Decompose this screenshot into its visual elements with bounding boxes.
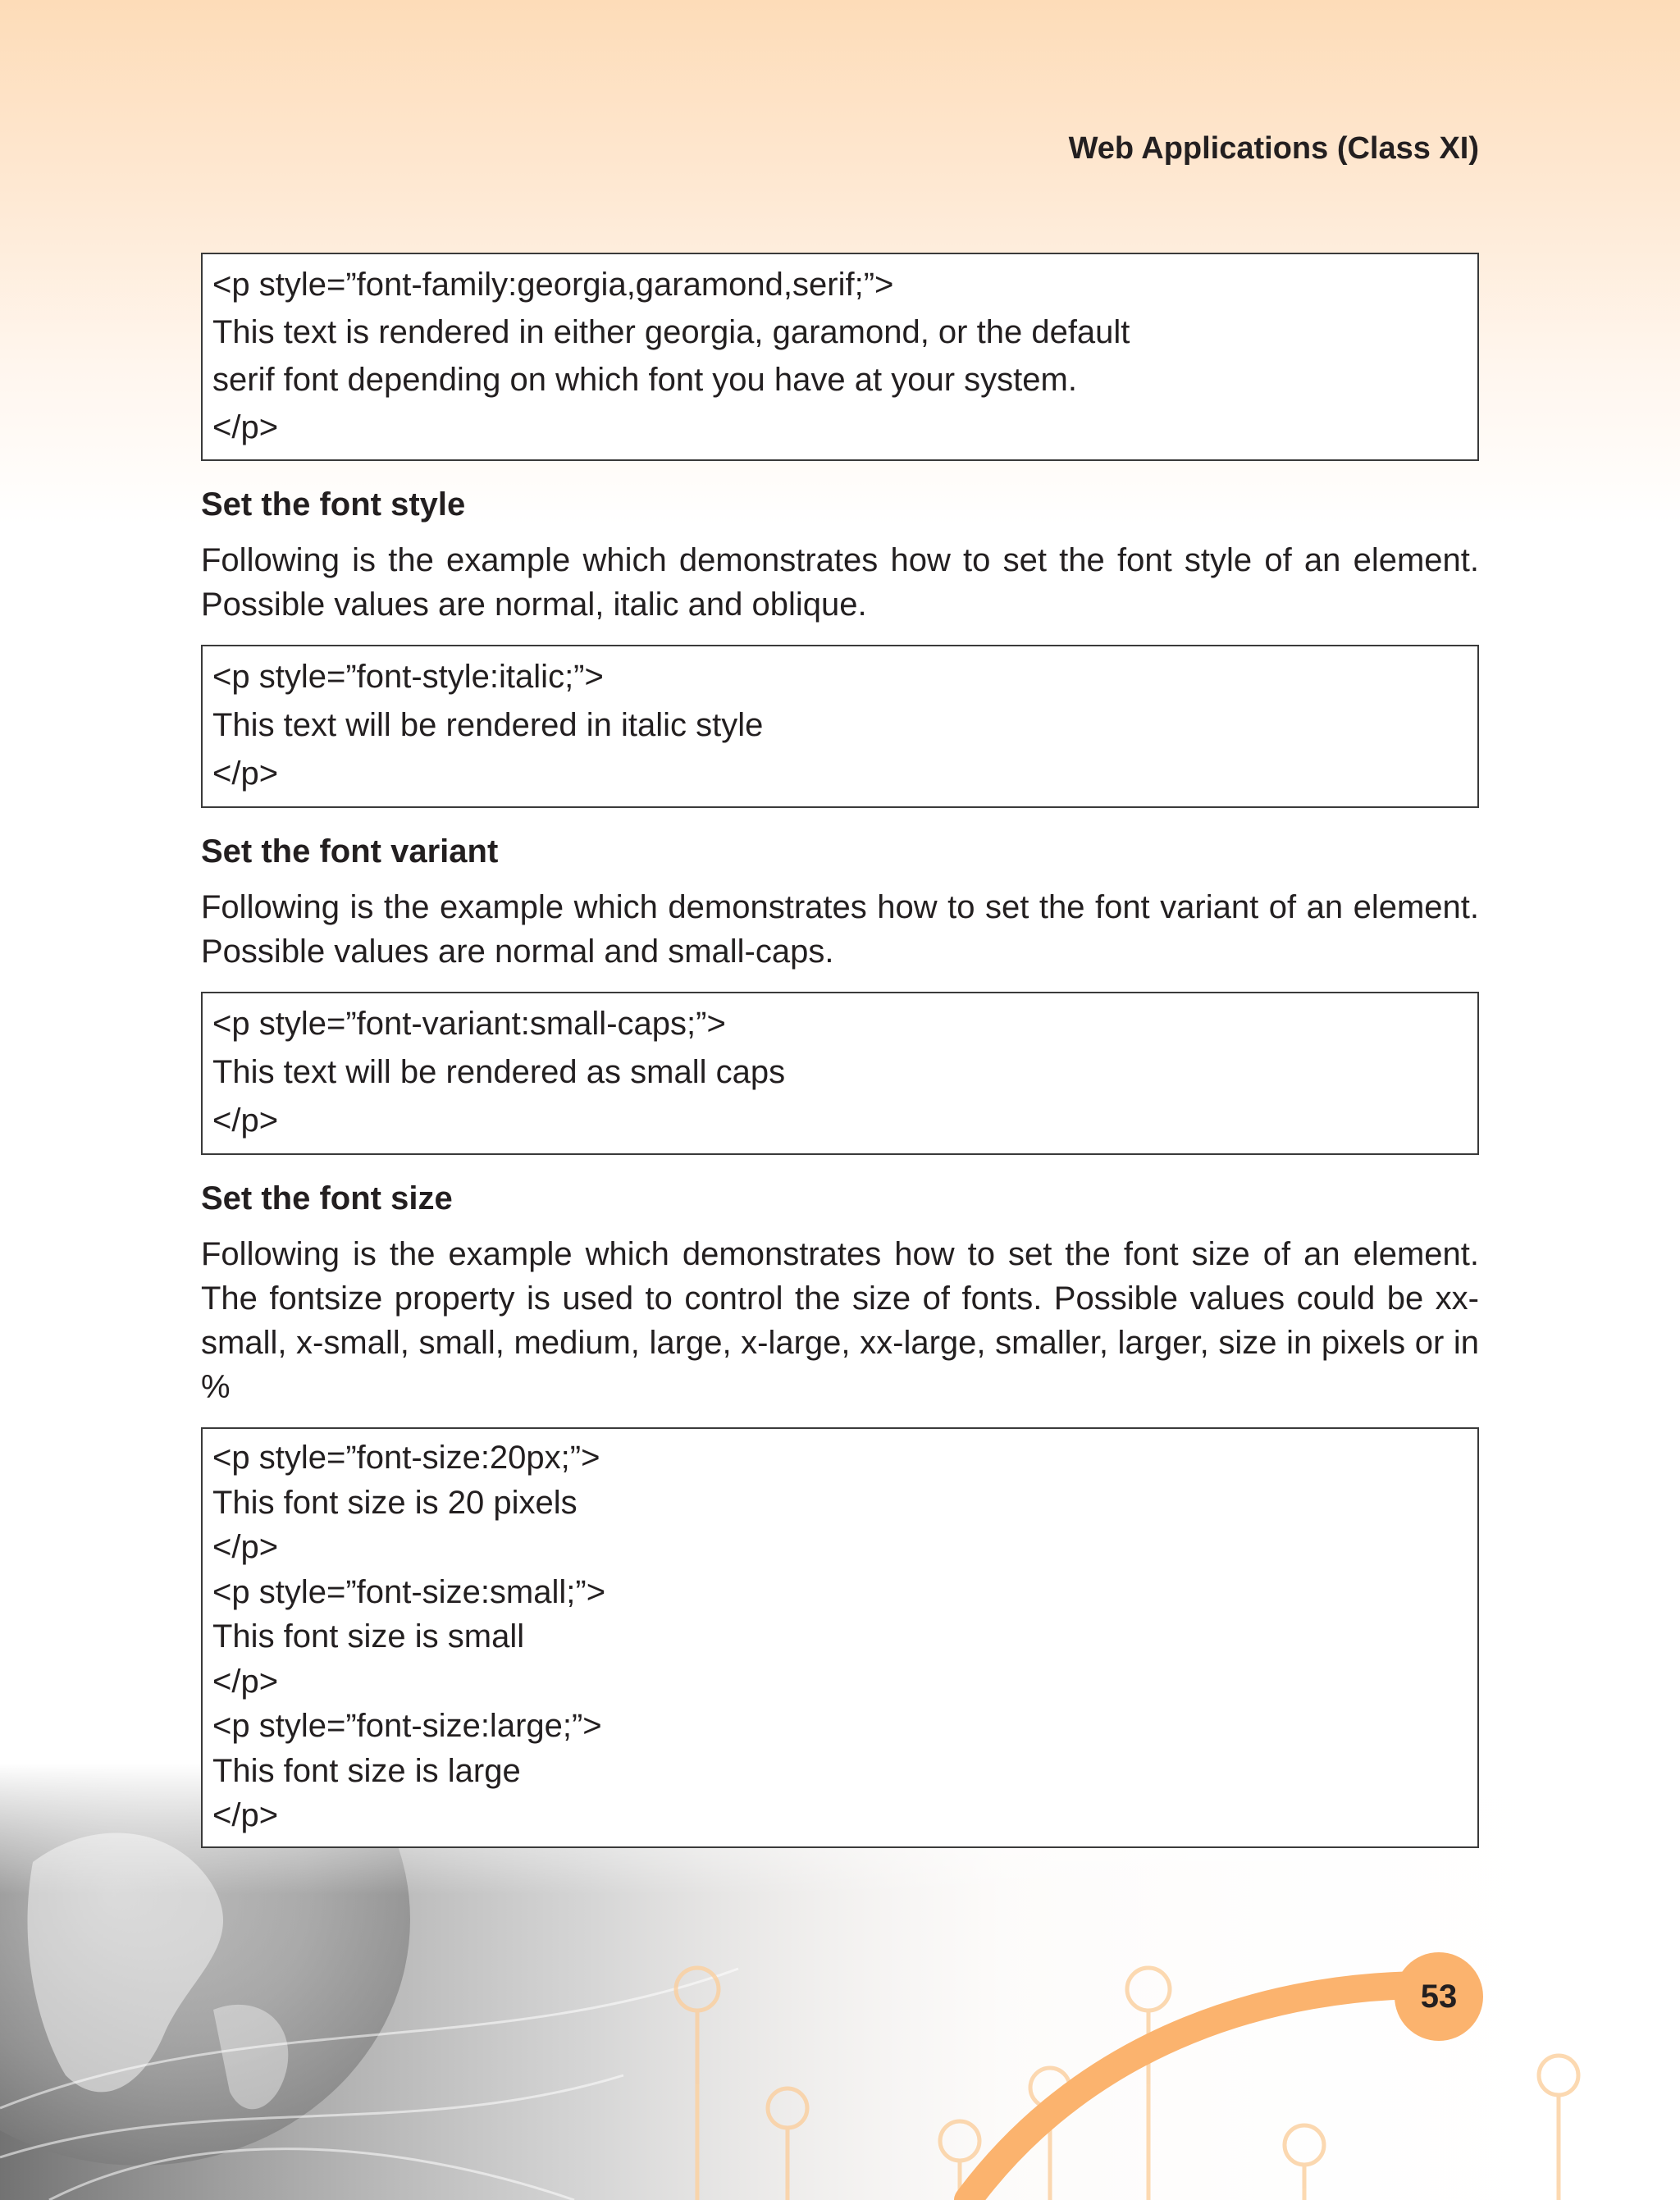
code-line: This font size is 20 pixels [212,1484,578,1521]
page-number-badge: 53 [1395,1952,1483,2041]
code-example-font-variant [201,992,1479,1155]
section-heading-font-variant: Set the font variant [201,833,499,870]
code-line: </p> [212,755,279,792]
code-line: </p> [212,1102,279,1139]
code-line: This text will be rendered as small caps [212,1054,786,1090]
code-example-font-size [201,1427,1479,1848]
code-line: <p style=”font-size:small;”> [212,1573,606,1610]
code-line: </p> [212,1663,279,1700]
page-content [201,253,1479,1848]
code-line: <p style=”font-family:georgia,garamond,serif;”> [212,267,894,303]
section-heading-font-size: Set the font size [201,1180,453,1216]
code-line: <p style=”font-style:italic;”> [212,659,604,695]
code-line: serif font depending on which font you have at your system. [212,362,1077,398]
code-line: This text will be rendered in italic style [212,707,764,743]
code-line: <p style=”font-variant:small-caps;”> [212,1006,726,1042]
running-title: Web Applications (Class XI) [1068,131,1479,166]
code-line: </p> [212,1529,279,1565]
code-line: <p style=”font-size:20px;”> [212,1440,600,1476]
code-line: This text is rendered in either georgia, garamond, or the default [212,314,1130,350]
code-example-font-family [201,253,1479,461]
code-example-font-style [201,645,1479,808]
code-line: </p> [212,409,279,445]
code-line: </p> [212,1797,279,1833]
section-heading-font-style: Set the font style [201,486,466,523]
code-line: This font size is small [212,1618,525,1655]
code-line: <p style=”font-size:large;”> [212,1708,602,1744]
section-paragraph-font-size: Following is the example which demonstrates how to set the font size of an element. The fontsize property is used to control the size of fonts. Possible values could be xx-small, x-small, small, medium, large, x-large, xx-large, smaller, larger, size in pixels or in % [201,1236,1479,1405]
section-paragraph-font-variant: Following is the example which demonstrates how to set the font variant of an element. Possible values are normal and small-caps. [201,889,1479,970]
code-line: This font size is large [212,1752,521,1789]
section-paragraph-font-style: Following is the example which demonstrates how to set the font style of an element. Possible values are normal, italic and oblique. [201,542,1479,623]
